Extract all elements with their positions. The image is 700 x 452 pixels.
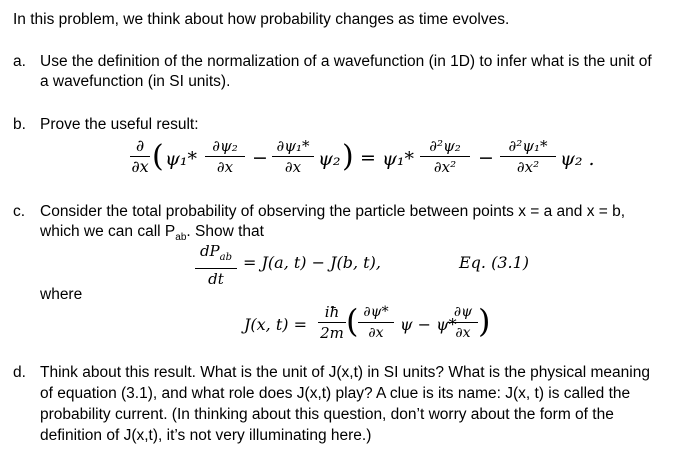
item-c-line1: Consider the total probability of observing the particle between points x = a and x = b,	[40, 203, 626, 220]
eq2-mid: ψ − ψ*	[400, 315, 457, 334]
eq-b-dx2: ∂x²	[433, 158, 457, 176]
eq-b-dpsi1star: ∂ψ₁*	[276, 137, 310, 155]
eq2-inner1-den: ∂x	[368, 325, 384, 341]
item-d-line2: of equation (3.1), and what role does J(x,t) play? A clue is its name: J(x, t) is called the	[40, 385, 631, 402]
item-c-line2-pre: which we can call P	[40, 223, 176, 240]
frac-d2psi2	[420, 137, 470, 176]
item-b-line1: Prove the useful result:	[40, 116, 199, 133]
item-d-marker: d.	[13, 364, 26, 381]
paren-close: )	[342, 139, 354, 174]
item-d-line1: Think about this result. What is the unit of J(x,t) in SI units? What is the physical meaning	[40, 364, 650, 381]
paren-open: (	[152, 139, 164, 174]
eq1-den: dt	[208, 270, 224, 288]
item-a-line1: Use the definition of the normalization of a wavefunction (in 1D) to infer what is the unit of	[40, 53, 652, 70]
eq-b-equals: =	[360, 147, 376, 169]
equation-b	[0, 135, 700, 185]
eq-b-psi1star-2: ψ₁*	[382, 148, 415, 170]
frac-d2psi1star	[500, 137, 556, 176]
eq2-den: 2m	[320, 324, 344, 342]
item-d-line4: definition of J(x,t), it’s not very illuminating here.)	[40, 427, 372, 444]
eq-b-minus-1: −	[252, 147, 268, 169]
item-c-line2-post: . Show that	[186, 223, 264, 240]
eq2-inner1-num: ∂ψ*	[363, 304, 389, 320]
frac-dpsi2	[205, 137, 245, 176]
eq2-lhs: J(x, t) =	[244, 315, 308, 334]
frac-dpsistar-dx	[358, 303, 394, 342]
item-d-line3: probability current. (In thinking about this question, don’t worry about the form of the	[40, 406, 614, 423]
eq1-num-sub: ab	[219, 252, 233, 263]
where-text: where	[40, 286, 83, 303]
item-a-marker: a.	[13, 53, 26, 70]
paren-close-j: )	[478, 302, 491, 340]
eq-b-d2psi2: ∂²ψ₂	[429, 137, 461, 155]
eq-b-dpsi2: ∂ψ₂	[212, 137, 238, 155]
frac-ihbar-2m	[318, 303, 346, 342]
item-c-line2-sub: ab	[175, 232, 187, 244]
equation-j	[0, 300, 700, 350]
eq-b-psi2: ψ₂	[318, 148, 341, 170]
eq-b-d2psi1star: ∂²ψ₁*	[508, 137, 548, 155]
eq-b-dx2-2: ∂x²	[516, 158, 540, 176]
frac-dpsi1star	[272, 137, 314, 176]
item-c-marker: c.	[13, 203, 26, 220]
eq2-num: iħ	[324, 303, 340, 321]
eq1-rhs: = J(a, t) − J(b, t),	[243, 253, 381, 272]
eq-b-d: ∂	[135, 136, 145, 155]
eq-b-dx-3: ∂x	[284, 158, 302, 176]
eq2-inner2-den: ∂x	[455, 325, 471, 341]
frac-dpab-dt	[195, 242, 237, 288]
frac-d-dx	[130, 137, 150, 176]
eq-b-dx: ∂x	[131, 157, 149, 176]
equation-3-1	[0, 241, 700, 288]
eq-b-dx-2: ∂x	[216, 158, 234, 176]
eq-b-end: ψ₂ .	[560, 148, 595, 170]
intro-text: In this problem, we think about how probability changes as time evolves.	[13, 11, 510, 28]
paren-open-j: (	[346, 302, 359, 340]
eq2-inner2-num: ∂ψ	[453, 304, 473, 320]
eq-b-minus-2: −	[478, 147, 494, 169]
frac-dpsi-dx	[448, 303, 478, 342]
eq1-tag: Eq. (3.1)	[459, 253, 530, 272]
item-a-line2: a wavefunction (in SI units).	[40, 73, 231, 90]
item-b-marker: b.	[13, 116, 26, 133]
eq-b-psi1star: ψ₁*	[165, 148, 198, 170]
eq1-num: dP	[199, 242, 220, 260]
